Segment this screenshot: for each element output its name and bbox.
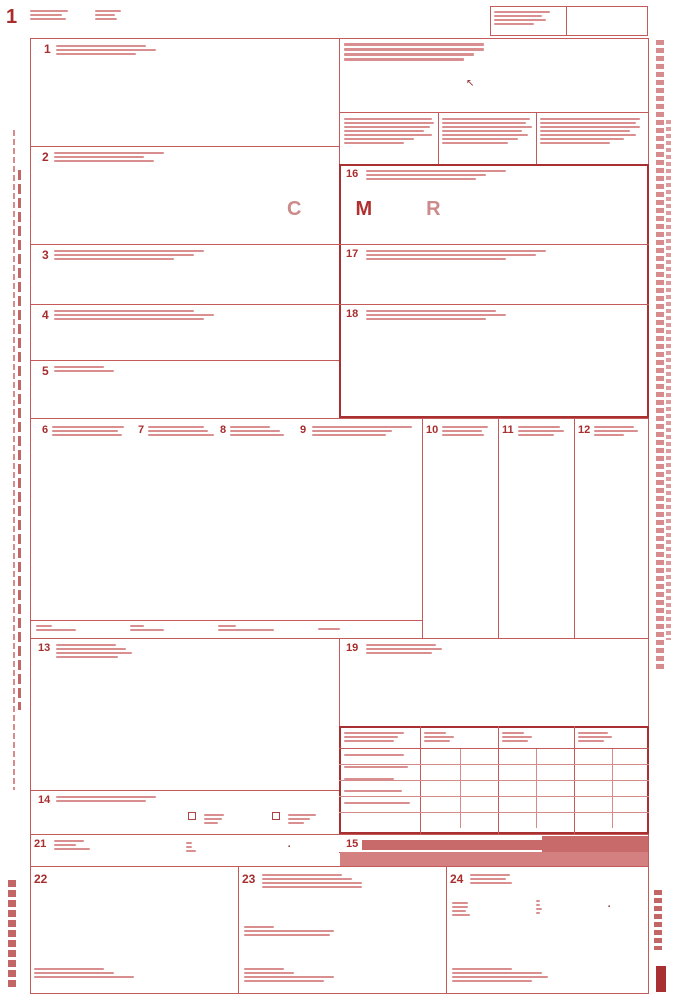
copy-number: 1 [6,6,18,28]
box-8-label [230,424,284,438]
left-margin-text [10,130,24,790]
adr-label [318,626,340,632]
goods-description-field[interactable] [36,450,416,616]
box-12-label [594,424,638,438]
box-14-number: 14 [38,794,51,806]
date-marker: ▪ [288,844,291,850]
box-12-number: 12 [578,424,591,436]
receipt-marker: ▪ [608,904,611,910]
box-22-label [34,966,134,980]
box-7-number: 7 [138,424,145,436]
box-14-label [56,794,156,804]
box-13-label [56,642,132,660]
date-fields-labels [536,898,542,916]
carrier-reservations-field[interactable] [346,330,642,412]
carrier-field[interactable] [346,190,642,240]
right-bottom-code [654,890,662,950]
right-bottom-mark [656,966,666,992]
class-label [36,623,76,633]
box-24-label [470,872,512,886]
box-22-number: 22 [34,872,48,886]
box-5-number: 5 [42,364,49,378]
box-10-number: 10 [426,424,439,436]
box-6-label [52,424,124,438]
carrier-stamp-label [244,924,334,938]
gross-weight-field[interactable] [426,450,494,634]
box-24-number: 24 [450,872,464,886]
delivery-place-field[interactable] [40,270,330,300]
box-5-label [54,364,114,374]
consignee-pays-header [578,730,612,744]
sender-instructions-field[interactable] [36,666,332,788]
documents-attached-field[interactable] [40,384,330,414]
payment-cells[interactable] [422,750,646,830]
right-margin-text-2 [666,120,671,640]
box-18-number: 18 [346,308,359,320]
box-10-label [442,424,488,438]
box-23-label [262,872,362,890]
cash-on-delivery-field[interactable] [340,852,648,866]
number-label [130,623,164,633]
cursor-mark: ↖ [466,78,475,89]
box-2-label [54,150,164,164]
right-margin-text [656,40,664,670]
established-in-field[interactable] [60,840,330,862]
cash-on-delivery-label-bar [362,840,542,850]
reference-label [494,9,554,27]
box-3-label [54,248,204,262]
copy-heading-text [30,8,70,22]
volume-field[interactable] [502,450,570,634]
box-16-label [366,168,506,182]
box-21-number: 21 [34,838,47,850]
letter-label [218,623,274,633]
box-1-number: 1 [44,42,51,56]
sender-field[interactable] [40,70,330,140]
sender-signature-field[interactable] [34,890,234,960]
box-19-label [366,642,442,656]
box-1-label [56,43,156,57]
carrier-signature-label [244,966,334,984]
box-11-number: 11 [502,424,514,436]
box-8-number: 8 [220,424,227,436]
paid-checkbox[interactable] [188,812,196,820]
successive-carriers-field[interactable] [346,272,642,300]
box-17-number: 17 [346,248,359,260]
left-bottom-margin-text [8,880,16,990]
box-6-number: 6 [42,424,49,436]
box-4-label [54,308,214,322]
convention-note-3 [540,116,640,146]
box-13-number: 13 [38,642,51,654]
payment-header-label [344,730,404,744]
box-2-number: 2 [42,150,49,164]
carrier-signature-field[interactable] [244,944,440,964]
box-23-number: 23 [242,872,256,886]
consignee-signature-label [452,966,548,984]
convention-note-1 [344,116,434,146]
box-7-label [148,424,214,438]
unpaid-checkbox[interactable] [272,812,280,820]
goods-received-labels [452,900,470,918]
remarks-column-field[interactable] [578,450,644,634]
special-agreements-field[interactable] [346,666,642,724]
box-9-number: 9 [300,424,307,436]
convention-note-2 [442,116,532,146]
copy-heading-text-2 [95,8,125,22]
paid-label [204,812,224,826]
international-consignment-note-heading [344,41,484,63]
cash-on-delivery-shade [542,836,648,852]
box-4-number: 4 [42,308,49,322]
taking-over-place-field[interactable] [40,330,330,356]
box-11-label [518,424,564,438]
payment-row-labels [344,752,410,806]
box-18-label [366,308,506,322]
currency-header [502,730,532,744]
box-3-number: 3 [42,248,49,262]
sender-pays-header [424,730,454,744]
box-9-label [312,424,412,438]
consignee-signature-field[interactable] [452,920,642,964]
box-16-number: 16 [346,168,359,180]
box-19-number: 19 [346,642,359,654]
unpaid-label [288,812,316,826]
box-15-number: 15 [346,838,359,850]
box-17-label [366,248,546,262]
cmr-title: CMR [287,198,495,220]
